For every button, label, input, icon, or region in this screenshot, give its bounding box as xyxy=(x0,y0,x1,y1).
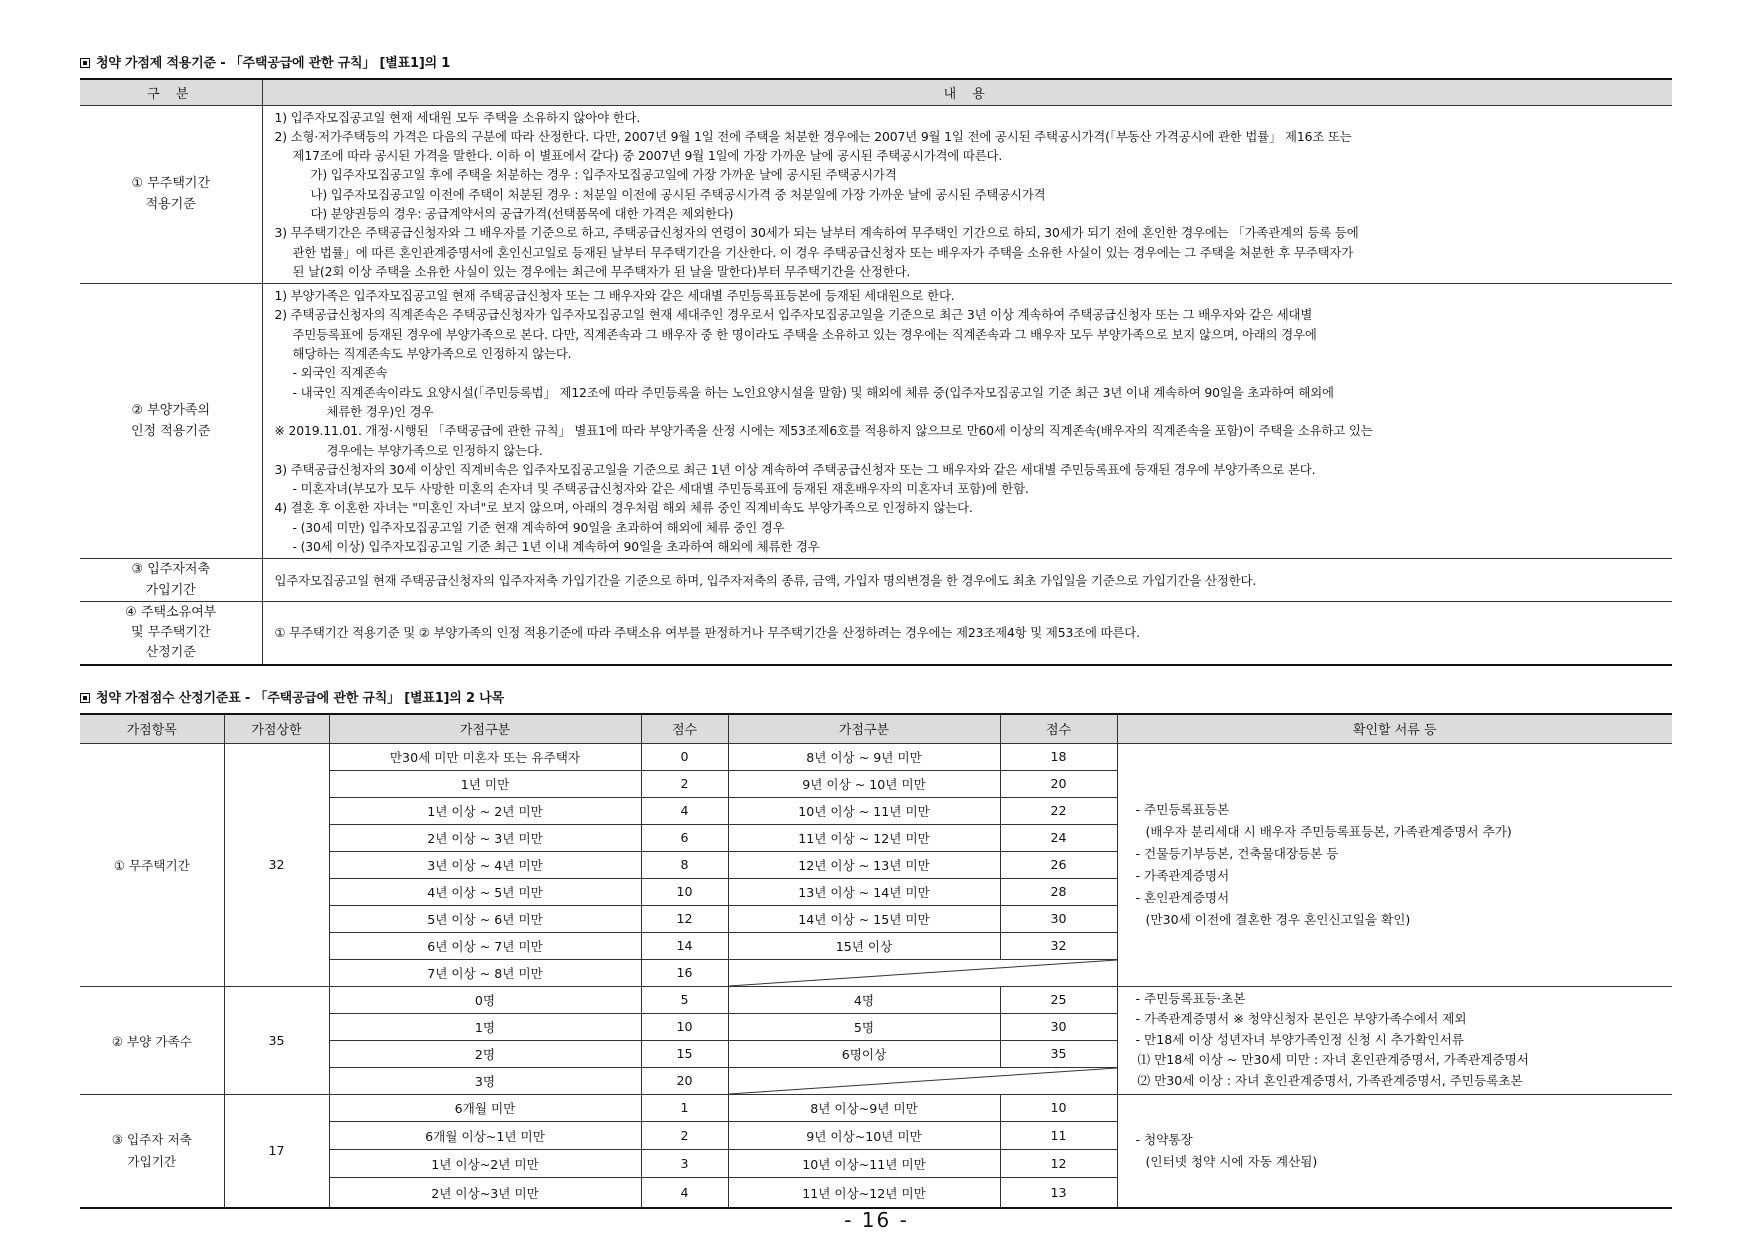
item-label: ① 무주택기간 xyxy=(80,743,224,986)
table-cell: 10년 이상 ~ 11년 미만 xyxy=(728,797,1000,824)
table-cell: 30 xyxy=(1000,905,1117,932)
table-cell: 10 xyxy=(641,1013,728,1040)
header-score-b: 점수 xyxy=(1000,714,1117,743)
table-cell: 6명이상 xyxy=(728,1040,1000,1067)
table-cell: 28 xyxy=(1000,878,1117,905)
empty-diagonal-cell xyxy=(728,1067,1117,1094)
table-cell: 4 xyxy=(641,797,728,824)
header-cap: 가점상한 xyxy=(224,714,329,743)
table-cell: 6년 이상 ~ 7년 미만 xyxy=(329,932,641,959)
table-cell: 24 xyxy=(1000,824,1117,851)
table-cell: 2 xyxy=(641,770,728,797)
table-cell: 35 xyxy=(1000,1040,1117,1067)
row-category: ④ 주택소유여부 및 무주택기간 산정기준 xyxy=(80,602,262,665)
table-cell: 30 xyxy=(1000,1013,1117,1040)
table-cell: 2 xyxy=(641,1121,728,1149)
table-cell: 11년 이상 ~ 12년 미만 xyxy=(728,824,1000,851)
square-bullet-icon xyxy=(80,58,90,68)
header-documents: 확인할 서류 등 xyxy=(1117,714,1672,743)
table-cell: 1 xyxy=(641,1094,728,1121)
documents-list: - 주민등록표등·초본 - 가족관계증명서 ※ 청약신청자 본인은 부양가족수에서 제외 - 만18세 이상 성년자녀 부양가족인정 신청 시 추가확인서류 ⑴ 만18세 이상 ~ 만30세 미만 : 자녀 혼인관계증명서, 가족관계증명서 ⑵ 만30세 이상 : 자녀 혼인관계증명서, 가족관계증명서, 주민등록초본 xyxy=(1117,986,1672,1094)
table-cell: 4년 이상 ~ 5년 미만 xyxy=(329,878,641,905)
table-cell: 5 xyxy=(641,986,728,1013)
table-cell: 5명 xyxy=(728,1013,1000,1040)
eligibility-criteria-table xyxy=(80,78,1672,666)
item-cap: 17 xyxy=(224,1094,329,1208)
table-cell: 16 xyxy=(641,959,728,986)
table-cell: 12 xyxy=(641,905,728,932)
table-cell: 25 xyxy=(1000,986,1117,1013)
square-bullet-icon xyxy=(80,693,90,703)
row-content: 입주자모집공고일 현재 주택공급신청자의 입주자저축 가입기간을 기준으로 하며, 입주자저축의 종류, 금액, 가입자 명의변경을 한 경우에도 최초 가입일을 기준으로 가입기간을 산정한다. xyxy=(262,559,1672,602)
item-cap: 35 xyxy=(224,986,329,1094)
table-cell: 6개월 미만 xyxy=(329,1094,641,1121)
table-cell: 32 xyxy=(1000,932,1117,959)
table-row xyxy=(80,559,1672,602)
table-cell: 18 xyxy=(1000,743,1117,770)
table-row xyxy=(80,602,1672,665)
table-cell: 0 xyxy=(641,743,728,770)
table-cell: 26 xyxy=(1000,851,1117,878)
header-class-b: 가점구분 xyxy=(728,714,1000,743)
table-cell: 1년 이상~2년 미만 xyxy=(329,1149,641,1177)
table-cell: 10년 이상~11년 미만 xyxy=(728,1149,1000,1177)
table-cell: 2명 xyxy=(329,1040,641,1067)
table-cell: 1년 이상 ~ 2년 미만 xyxy=(329,797,641,824)
table-cell: 22 xyxy=(1000,797,1117,824)
score-criteria-table xyxy=(80,713,1672,1209)
header-category: 구 분 xyxy=(80,79,262,105)
row-category: ③ 입주자저축 가입기간 xyxy=(80,559,262,602)
table-cell: 만30세 미만 미혼자 또는 유주택자 xyxy=(329,743,641,770)
documents-list: - 청약통장 (인터넷 청약 시에 자동 계산됨) xyxy=(1117,1094,1672,1208)
table-cell: 5년 이상 ~ 6년 미만 xyxy=(329,905,641,932)
section1-title: 청약 가점제 적용기준 - 「주택공급에 관한 규칙」 [별표1]의 1 xyxy=(80,52,450,71)
table-cell: 15년 이상 xyxy=(728,932,1000,959)
table-header-row xyxy=(80,714,1672,743)
table-cell: 6개월 이상~1년 미만 xyxy=(329,1121,641,1149)
page-number: - 16 - xyxy=(844,1208,909,1232)
table-cell: 9년 이상 ~ 10년 미만 xyxy=(728,770,1000,797)
table-cell: 12년 이상 ~ 13년 미만 xyxy=(728,851,1000,878)
table-cell: 20 xyxy=(641,1067,728,1094)
table-cell: 2년 이상~3년 미만 xyxy=(329,1177,641,1208)
table-cell: 10 xyxy=(1000,1094,1117,1121)
table-cell: 7년 이상 ~ 8년 미만 xyxy=(329,959,641,986)
row-content: ① 무주택기간 적용기준 및 ② 부양가족의 인정 적용기준에 따라 주택소유 여부를 판정하거나 무주택기간을 산정하려는 경우에는 제23조제4항 및 제53조에 따른다. xyxy=(262,602,1672,665)
row-content: 1) 입주자모집공고일 현재 세대원 모두 주택을 소유하지 않아야 한다. 2) 소형·저가주택등의 가격은 다음의 구분에 따라 산정한다. 다만, 2007년 9월 1일 전에 주택을 처분한 경우에는 2007년 9월 1일 전에 공시된 주택공시가격(「부동산 가격공시에 관한 법률」 제16조 또는 제17조에 따라 공시된 가격을 말한다. 이하 이 별표에서 같다) 중 2007년 9월 1일에 가장 가까운 날에 공시된 주택공시가격에 따른다. 가) 입주자모집공고일 후에 주택을 처분하는 경우 : 입주자모집공고일에 가장 가까운 날에 공시된 주택공시가격 나) 입주자모집공고일 이전에 주택이 처분된 경우 : 처분일 이전에 공시된 주택공시가격 중 처분일에 가장 가까운 날에 공시된 주택공시가격 다) 분양권등의 경우: 공급계약서의 공급가격(선택품목에 대한 가격은 제외한다) 3) 무주택기간은 주택공급신청자와 그 배우자를 기준으로 하고, 주택공급신청자의 연령이 30세가 되는 날부터 계속하여 무주택인 기간으로 하되, 30세가 되기 전에 혼인한 경우에는 「가족관계의 등록 등에 관한 법률」에 따른 혼인관계증명서에 혼인신고일로 등재된 날부터 무주택기간을 기산한다. 이 경우 주택공급신청자 또는 배우자가 주택을 소유한 사실이 있는 경우에는 그 주택을 처분한 후 무주택자가 된 날(2회 이상 주택을 소유한 사실이 있는 경우에는 최근에 무주택자가 된 날을 말한다)부터 무주택기간을 산정한다. xyxy=(262,105,1672,284)
header-item: 가점항목 xyxy=(80,714,224,743)
table-cell: 8년 이상 ~ 9년 미만 xyxy=(728,743,1000,770)
table-cell: 15 xyxy=(641,1040,728,1067)
table-cell: 8 xyxy=(641,851,728,878)
table-row xyxy=(80,986,1672,1013)
table-cell: 13년 이상 ~ 14년 미만 xyxy=(728,878,1000,905)
table-row xyxy=(80,1094,1672,1121)
table-cell: 1년 미만 xyxy=(329,770,641,797)
row-category: ② 부양가족의 인정 적용기준 xyxy=(80,284,262,559)
header-score-a: 점수 xyxy=(641,714,728,743)
table-cell: 1명 xyxy=(329,1013,641,1040)
table-cell: 0명 xyxy=(329,986,641,1013)
table-header-row xyxy=(80,79,1672,105)
table-cell: 3년 이상 ~ 4년 미만 xyxy=(329,851,641,878)
table-cell: 14 xyxy=(641,932,728,959)
row-content: 1) 부양가족은 입주자모집공고일 현재 주택공급신청자 또는 그 배우자와 같은 세대별 주민등록표등본에 등재된 세대원으로 한다. 2) 주택공급신청자의 직계존속은 주택공급신청자가 입주자모집공고일 현재 세대주인 경우로서 입주자모집공고일을 기준으로 최근 3년 이상 계속하여 주택공급신청자 또는 그 배우자와 같은 세대별 주민등록표에 등재된 경우에 부양가족으로 본다. 다만, 직계존속과 그 배우자 중 한 명이라도 주택을 소유하고 있는 경우에는 직계존속과 그 배우자 모두 부양가족으로 보지 않으며, 아래의 경우에 해당하는 직계존속도 부양가족으로 인정하지 않는다. - 외국인 직계존속 - 내국인 직계존속이라도 요양시설(「주민등록법」 제12조에 따라 주민등록을 하는 노인요양시설을 말함) 및 해외에 체류 중(입주자모집공고일 기준 최근 3년 이내 계속하여 90일을 초과하여 해외에 체류한 경우)인 경우 ※ 2019.11.01. 개정·시행된 「주택공급에 관한 규칙」 별표1에 따라 부양가족을 산정 시에는 제53조제6호를 적용하지 않으므로 만60세 이상의 직계존속(배우자의 직계존속을 포함)이 주택을 소유하고 있는 경우에는 부양가족으로 인정하지 않는다. 3) 주택공급신청자의 30세 이상인 직계비속은 입주자모집공고일을 기준으로 최근 1년 이상 계속하여 주택공급신청자 또는 그 배우자와 같은 세대별 주민등록표에 등재된 경우에 부양가족으로 본다. - 미혼자녀(부모가 모두 사망한 미혼의 손자녀 및 주택공급신청자와 같은 세대별 주민등록표에 등재된 재혼배우자의 미혼자녀 포함)에 한함. 4) 결혼 후 이혼한 자녀는 "미혼인 자녀"로 보지 않으며, 아래의 경우처럼 해외 체류 중인 직계비속도 부양가족으로 인정하지 않는다. - (30세 미만) 입주자모집공고일 기준 현재 계속하여 90일을 초과하여 해외에 체류 중인 경우 - (30세 이상) 입주자모집공고일 기준 최근 1년 이내 계속하여 90일을 초과하여 해외에 체류한 경우 xyxy=(262,284,1672,559)
table-row xyxy=(80,743,1672,770)
table-cell: 2년 이상 ~ 3년 미만 xyxy=(329,824,641,851)
table-cell: 3명 xyxy=(329,1067,641,1094)
table-cell: 9년 이상~10년 미만 xyxy=(728,1121,1000,1149)
table-cell: 13 xyxy=(1000,1177,1117,1208)
item-label: ② 부양 가족수 xyxy=(80,986,224,1094)
table-row xyxy=(80,105,1672,284)
item-label: ③ 입주자 저축 가입기간 xyxy=(80,1094,224,1208)
table-cell: 11년 이상~12년 미만 xyxy=(728,1177,1000,1208)
table-cell: 3 xyxy=(641,1149,728,1177)
table-cell: 10 xyxy=(641,878,728,905)
table-cell: 4명 xyxy=(728,986,1000,1013)
documents-list: - 주민등록표등본 (배우자 분리세대 시 배우자 주민등록표등본, 가족관계증명서 추가) - 건물등기부등본, 건축물대장등본 등 - 가족관계증명서 - 혼인관계증명서 (만30세 이전에 결혼한 경우 혼인신고일을 확인) xyxy=(1117,743,1672,986)
header-content: 내 용 xyxy=(262,79,1672,105)
item-cap: 32 xyxy=(224,743,329,986)
empty-diagonal-cell xyxy=(728,959,1117,986)
table-cell: 20 xyxy=(1000,770,1117,797)
table-cell: 4 xyxy=(641,1177,728,1208)
header-class-a: 가점구분 xyxy=(329,714,641,743)
section2-title: 청약 가점점수 산정기준표 - 「주택공급에 관한 규칙」 [별표1]의 2 나목 xyxy=(80,687,504,706)
table-cell: 6 xyxy=(641,824,728,851)
table-row xyxy=(80,284,1672,559)
row-category: ① 무주택기간 적용기준 xyxy=(80,105,262,284)
table-cell: 8년 이상~9년 미만 xyxy=(728,1094,1000,1121)
table-cell: 12 xyxy=(1000,1149,1117,1177)
table-cell: 14년 이상 ~ 15년 미만 xyxy=(728,905,1000,932)
table-cell: 11 xyxy=(1000,1121,1117,1149)
